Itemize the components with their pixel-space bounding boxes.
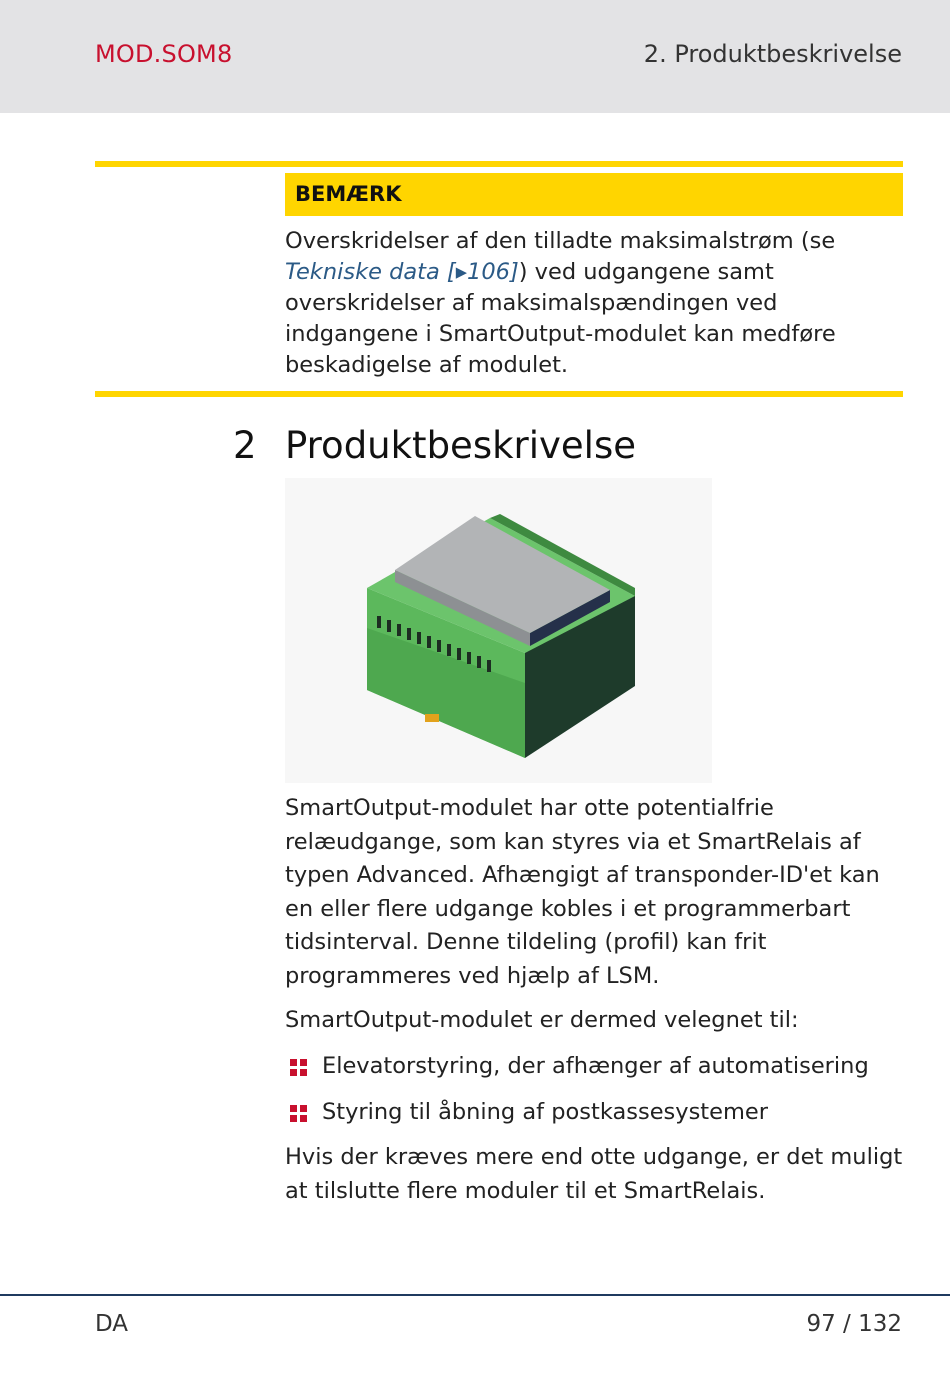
link-ref-close: ] xyxy=(509,259,519,285)
note-label: BEMÆRK xyxy=(295,182,402,206)
note-text-before: Overskridelser af den tilladte maksimalstrøm (se xyxy=(285,228,836,254)
paragraph-more-outputs: Hvis der kræves mere end otte udgange, er det muligt at tilslutte flere moduler til et SmartRelais. xyxy=(285,1144,903,1204)
link-text: Tekniske data xyxy=(285,259,440,285)
list-item-text: Styring til åbning af postkassesystemer xyxy=(322,1099,768,1125)
footer-language: DA xyxy=(95,1311,129,1337)
page-header xyxy=(0,0,950,113)
document-id: MOD.SOM8 xyxy=(95,40,233,68)
list-item-text: Elevatorstyring, der afhænger af automatisering xyxy=(322,1053,869,1079)
section-number: 2 xyxy=(233,424,257,467)
paragraph-suitable-for: SmartOutput-modulet er dermed velegnet til: xyxy=(285,1007,799,1033)
link-page: 106 xyxy=(467,259,510,285)
chapter-reference: 2. Produktbeskrivelse xyxy=(643,40,902,68)
product-figure xyxy=(285,478,712,783)
note-top-rule xyxy=(95,161,903,167)
link-arrow-icon: ▸ xyxy=(455,259,468,285)
section-title: Produktbeskrivelse xyxy=(285,424,636,467)
red-square-bullet-icon xyxy=(290,1105,308,1123)
footer-page-number: 97 / 132 xyxy=(806,1311,902,1337)
note-bottom-rule xyxy=(95,391,903,397)
note-label-bar xyxy=(285,173,903,216)
note-text-after: ) ved udgangene samt overskridelser af maksimalspændingen ved indgangene i SmartOutput-modulet kan medføre beskadigelse af modulet. xyxy=(285,259,836,378)
paragraph-intro: SmartOutput-modulet har otte potentialfrie relæudgange, som kan styres via et SmartRelais af typen Advanced. Afhængigt af transponder-ID'et kan en eller flere udgange kobles i et programmerbart tidsinterval. Denne tildeling (profil) kan frit programmeres ved hjælp af LSM. xyxy=(285,795,880,989)
technical-data-link[interactable] xyxy=(285,259,519,285)
link-ref-open: [ xyxy=(439,259,456,285)
red-square-bullet-icon xyxy=(290,1059,308,1077)
note-text xyxy=(285,226,903,381)
smartoutput-module-icon xyxy=(285,478,712,783)
footer-rule xyxy=(0,1294,950,1296)
